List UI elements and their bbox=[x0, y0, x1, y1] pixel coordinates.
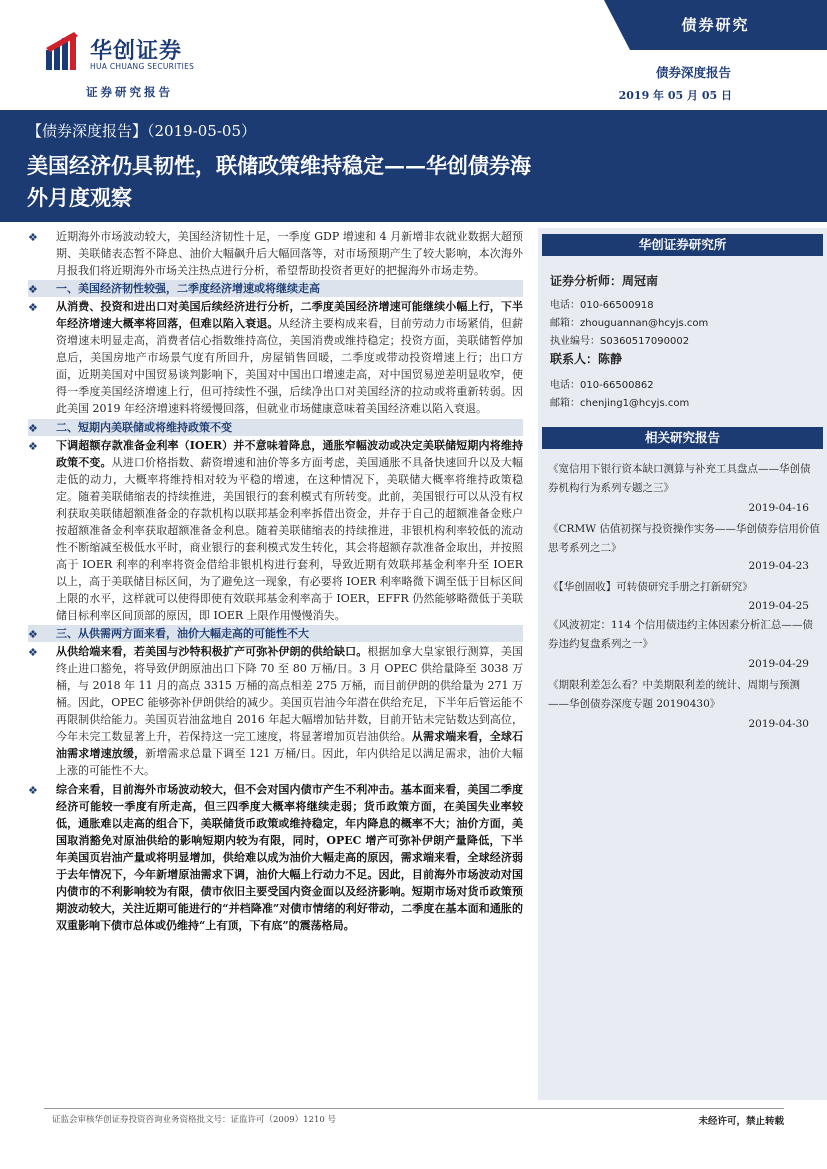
report-date: 2019 年 05 月 05 日 bbox=[618, 89, 732, 102]
section-heading-2 bbox=[28, 419, 523, 436]
section-2-body: 从进口价格指数、薪资增速和油价等多方面考虑，美国通胀不具备快速回升以及大幅走低的动力，大概率将维持相对较为平稳的增速，在这种情况下，美联储大概率将维持政策稳定。随着美联储缩表的持续推进，美国银行的套利模式有所转变。此前，美国银行可以从没有权利获取美联储超额准备金的存款机构以联邦基金利率拆借出资金，并存于自己的超额准备金账户按超额准备金利率获取超额准备金利息。随着美联储缩表的持续推进，非银机构利率较低的流动性不断缩减至极低水平时，商业银行的套利模式发生转化，其会将超额存款准备金取出，并按照高于 IOER 利率的利率将资金借给非银机构进行套利，导致近期有效联邦基金利率升至 IOER 以上，高于美联储目标区间，为了避免这一现象，有必要将 IOER 利率略微下调至低于目标区间上限的水平，这样就可以使得即使有效联邦基金利率高于 IOER，EFFR 仍然能够略微低于美联储目标利率区间顶部的原因，即 IOER 上限作用慢慢消失。 bbox=[56, 455, 523, 623]
section-heading-3-text: 三、从供需两方面来看，油价大幅走高的可能性不大 bbox=[56, 627, 309, 641]
contact-email: 邮箱：chenjing1@hcyjs.com bbox=[550, 398, 690, 409]
section-1-lead: 从消费、投资和进出口对美国后续经济进行分析，二季度美国经济增速可能继续小幅上行，下半年经济增速大概率将回落，但难以陷入衰退。 bbox=[56, 300, 523, 331]
contact-name: 联系人：陈静 bbox=[550, 352, 623, 366]
section-1-paragraph bbox=[28, 298, 523, 417]
title-band bbox=[0, 110, 827, 222]
related-report-date: 2019-04-16 bbox=[748, 502, 809, 514]
related-report-title[interactable]: 《【华创固收】可转债研究手册之打新研究》 bbox=[548, 581, 753, 593]
intro-text: 近期海外市场波动较大，美国经济韧性十足，一季度 GDP 增速和 4 月新增非农就业数据大超预期、美联储表态暂不降息、油价大幅飙升后大幅回落等，对市场预期产生了较大影响，本次海外月报我们将近期海外市场关注热点进行分析，希望帮助投资者更好的把握海外市场走势。 bbox=[56, 230, 523, 278]
diamond-bullet-icon: ❖ bbox=[28, 283, 38, 297]
related-report-title[interactable]: 《期限利差怎么看？中美期限利差的统计、周期与预测——华创债券深度专题 20190430》 bbox=[548, 679, 800, 710]
diamond-bullet-icon: ❖ bbox=[28, 301, 38, 315]
footer-copyright: 未经许可，禁止转载 bbox=[698, 1116, 784, 1127]
report-subtitle: 【债券深度报告】（2019-05-05） bbox=[27, 122, 256, 140]
page-header bbox=[0, 0, 827, 110]
related-report-title[interactable]: 《宽信用下银行资本缺口测算与补充工具盘点——华创债券机构行为系列专题之三》 bbox=[548, 463, 811, 494]
section-2-lead: 下调超额存款准备金利率（IOER）并不意味着降息，通胀窄幅波动或决定美联储短期内将维持政策不变。 bbox=[56, 438, 523, 469]
related-report-date: 2019-04-23 bbox=[748, 560, 809, 572]
section-1-body: 从经济主要构成来看，目前劳动力市场紧俏，但薪资增速未明显走高，消费者信心指数维持高位，美国消费或维持稳定；投资方面，美联储暂停加息后，美国房地产市场景气度有所回升，房屋销售回暖，二季度或带动投资增速上行；出口方面，近期美国对中国贸易谈判影响下，美国对中国出口增速走高，对中国贸易逆差明显收窄，使得一季度美国经济增速上行，但可持续性不强，后续净出口对美国经济的拉动或将重新转弱。因此美国 2019 年经济增速料将缓慢回落，但就业市场健康意味着美国经济难以陷入衰退。 bbox=[56, 317, 523, 416]
section-3-lead-2: 从需求端来看，全球石油需求增速放缓， bbox=[56, 730, 524, 761]
analyst-name: 证券分析师：周冠南 bbox=[550, 274, 659, 288]
summary-text: 综合来看，目前海外市场波动较大，但不会对国内债市产生不利冲击。基本面来看，美国二季度经济可能较一季度有所走高，但三四季度大概率将继续走弱；货币政策方面，在美国失业率较低，通胀难以走高的组合下，美联储货币政策或维持稳定，年内降息的概率不大；油价方面，美国取消豁免对原油供给的影响短期内较为有限，同时，OPEC 增产可弥补伊朗产量降低，下半年美国页岩油产量或将明显增加，供给难以成为油价大幅走高的原因，需求端来看，全球经济弱于去年情况下，今年新增原油需求下调，油价大幅上行动力不足。因此，目前海外市场波动对国内债市的不利影响较为有限，债市依旧主要受国内资金面以及经济影响。短期市场对货币政策预期波动较大，关注近期可能进行的“并档降准”对债市情绪的利好带动，二季度在基本面和通胀的双重影响下债市总体或仍维持“上有顶，下有底”的震荡格局。 bbox=[56, 782, 523, 932]
section-heading-1-text: 一、美国经济韧性较强，二季度经济增速或将继续走高 bbox=[56, 282, 320, 296]
logo-cn-text: 华创证券 bbox=[90, 39, 183, 64]
diamond-bullet-icon: ❖ bbox=[28, 231, 38, 244]
section-3-body: 根据加拿大皇家银行测算，美国终止进口豁免，将导致伊朗原油出口下降 70 至 80 万桶/日。3 月 OPEC 供给量降至 3038 万桶，与 2018 年 11 月的高点 3315 万桶的高点相差 275 万桶，而目前伊朗的供给量为 271 万桶。因此，OPEC 能够弥补伊朗供给的减少。美国页岩油今年潜在供给充足，下半年后管运能不再限制供给能力。美国页岩油盆地自 2016 年起大幅增加钻井数，目前开钻未完钻数达到高位，今年未完工数显著上升，若保持这一完工速度，将显著增加页岩油供给。 bbox=[56, 645, 524, 744]
analyst-phone: 电话：010-66500918 bbox=[550, 300, 654, 311]
related-report-date: 2019-04-30 bbox=[748, 718, 809, 730]
footer-license: 证监会审核华创证券投资咨询业务资格批文号：证监许可（2009）1210 号 bbox=[52, 1115, 336, 1125]
related-report-title[interactable]: 《CRMW 估值初探与投资操作实务——华创债券信用价值思考系列之二》 bbox=[548, 523, 820, 554]
logo-en-text: HUA CHUANG SECURITIES bbox=[90, 62, 195, 71]
related-reports-heading: 相关研究报告 bbox=[542, 427, 823, 449]
section-2-paragraph bbox=[28, 437, 523, 625]
related-report-date: 2019-04-25 bbox=[748, 600, 809, 612]
org-heading: 华创证券研究所 bbox=[542, 234, 823, 256]
analyst-license: 执业编号：S0360517090002 bbox=[550, 336, 690, 347]
diamond-bullet-icon: ❖ bbox=[28, 439, 38, 453]
analyst-email: 邮箱：zhouguannan@hcyjs.com bbox=[550, 318, 709, 329]
section-3-lead: 从供给端来看，若美国与沙特积极扩产可弥补伊朗的供给缺口。 bbox=[56, 645, 368, 659]
related-report-date: 2019-04-29 bbox=[748, 658, 809, 670]
intro-paragraph bbox=[28, 228, 523, 279]
section-heading-2-text: 二、短期内美联储或将维持政策不变 bbox=[56, 420, 232, 434]
section-heading-1 bbox=[28, 280, 523, 297]
report-title: 美国经济仍具韧性，联储政策维持稳定——华创债券海外月度观察 bbox=[27, 153, 531, 210]
company-logo bbox=[44, 32, 244, 76]
category-tag bbox=[604, 0, 827, 50]
summary-paragraph bbox=[28, 781, 523, 934]
contact-phone: 电话：010-66500862 bbox=[550, 380, 654, 391]
diamond-bullet-icon: ❖ bbox=[28, 421, 38, 435]
related-report-title[interactable]: 《风波初定：114 个信用债违约主体因素分析汇总——债券违约复盘系列之一》 bbox=[548, 619, 813, 650]
report-type: 债券深度报告 bbox=[655, 65, 731, 80]
sidebar bbox=[538, 228, 827, 1100]
page-footer bbox=[44, 1108, 784, 1127]
section-3-body-2: 新增需求总量下调至 121 万桶/日。因此，年内供给足以满足需求，油价大幅上涨的可能性不大。 bbox=[56, 747, 523, 778]
diamond-bullet-icon: ❖ bbox=[28, 783, 38, 797]
diamond-bullet-icon: ❖ bbox=[28, 628, 38, 642]
section-3-paragraph bbox=[28, 643, 523, 779]
category-tag-text: 债券研究 bbox=[681, 16, 750, 34]
diamond-bullet-icon: ❖ bbox=[28, 646, 38, 660]
department-label: 证券研究报告 bbox=[86, 85, 173, 99]
main-content bbox=[28, 228, 523, 935]
logo-mark-icon bbox=[44, 32, 84, 72]
section-heading-3 bbox=[28, 625, 523, 642]
